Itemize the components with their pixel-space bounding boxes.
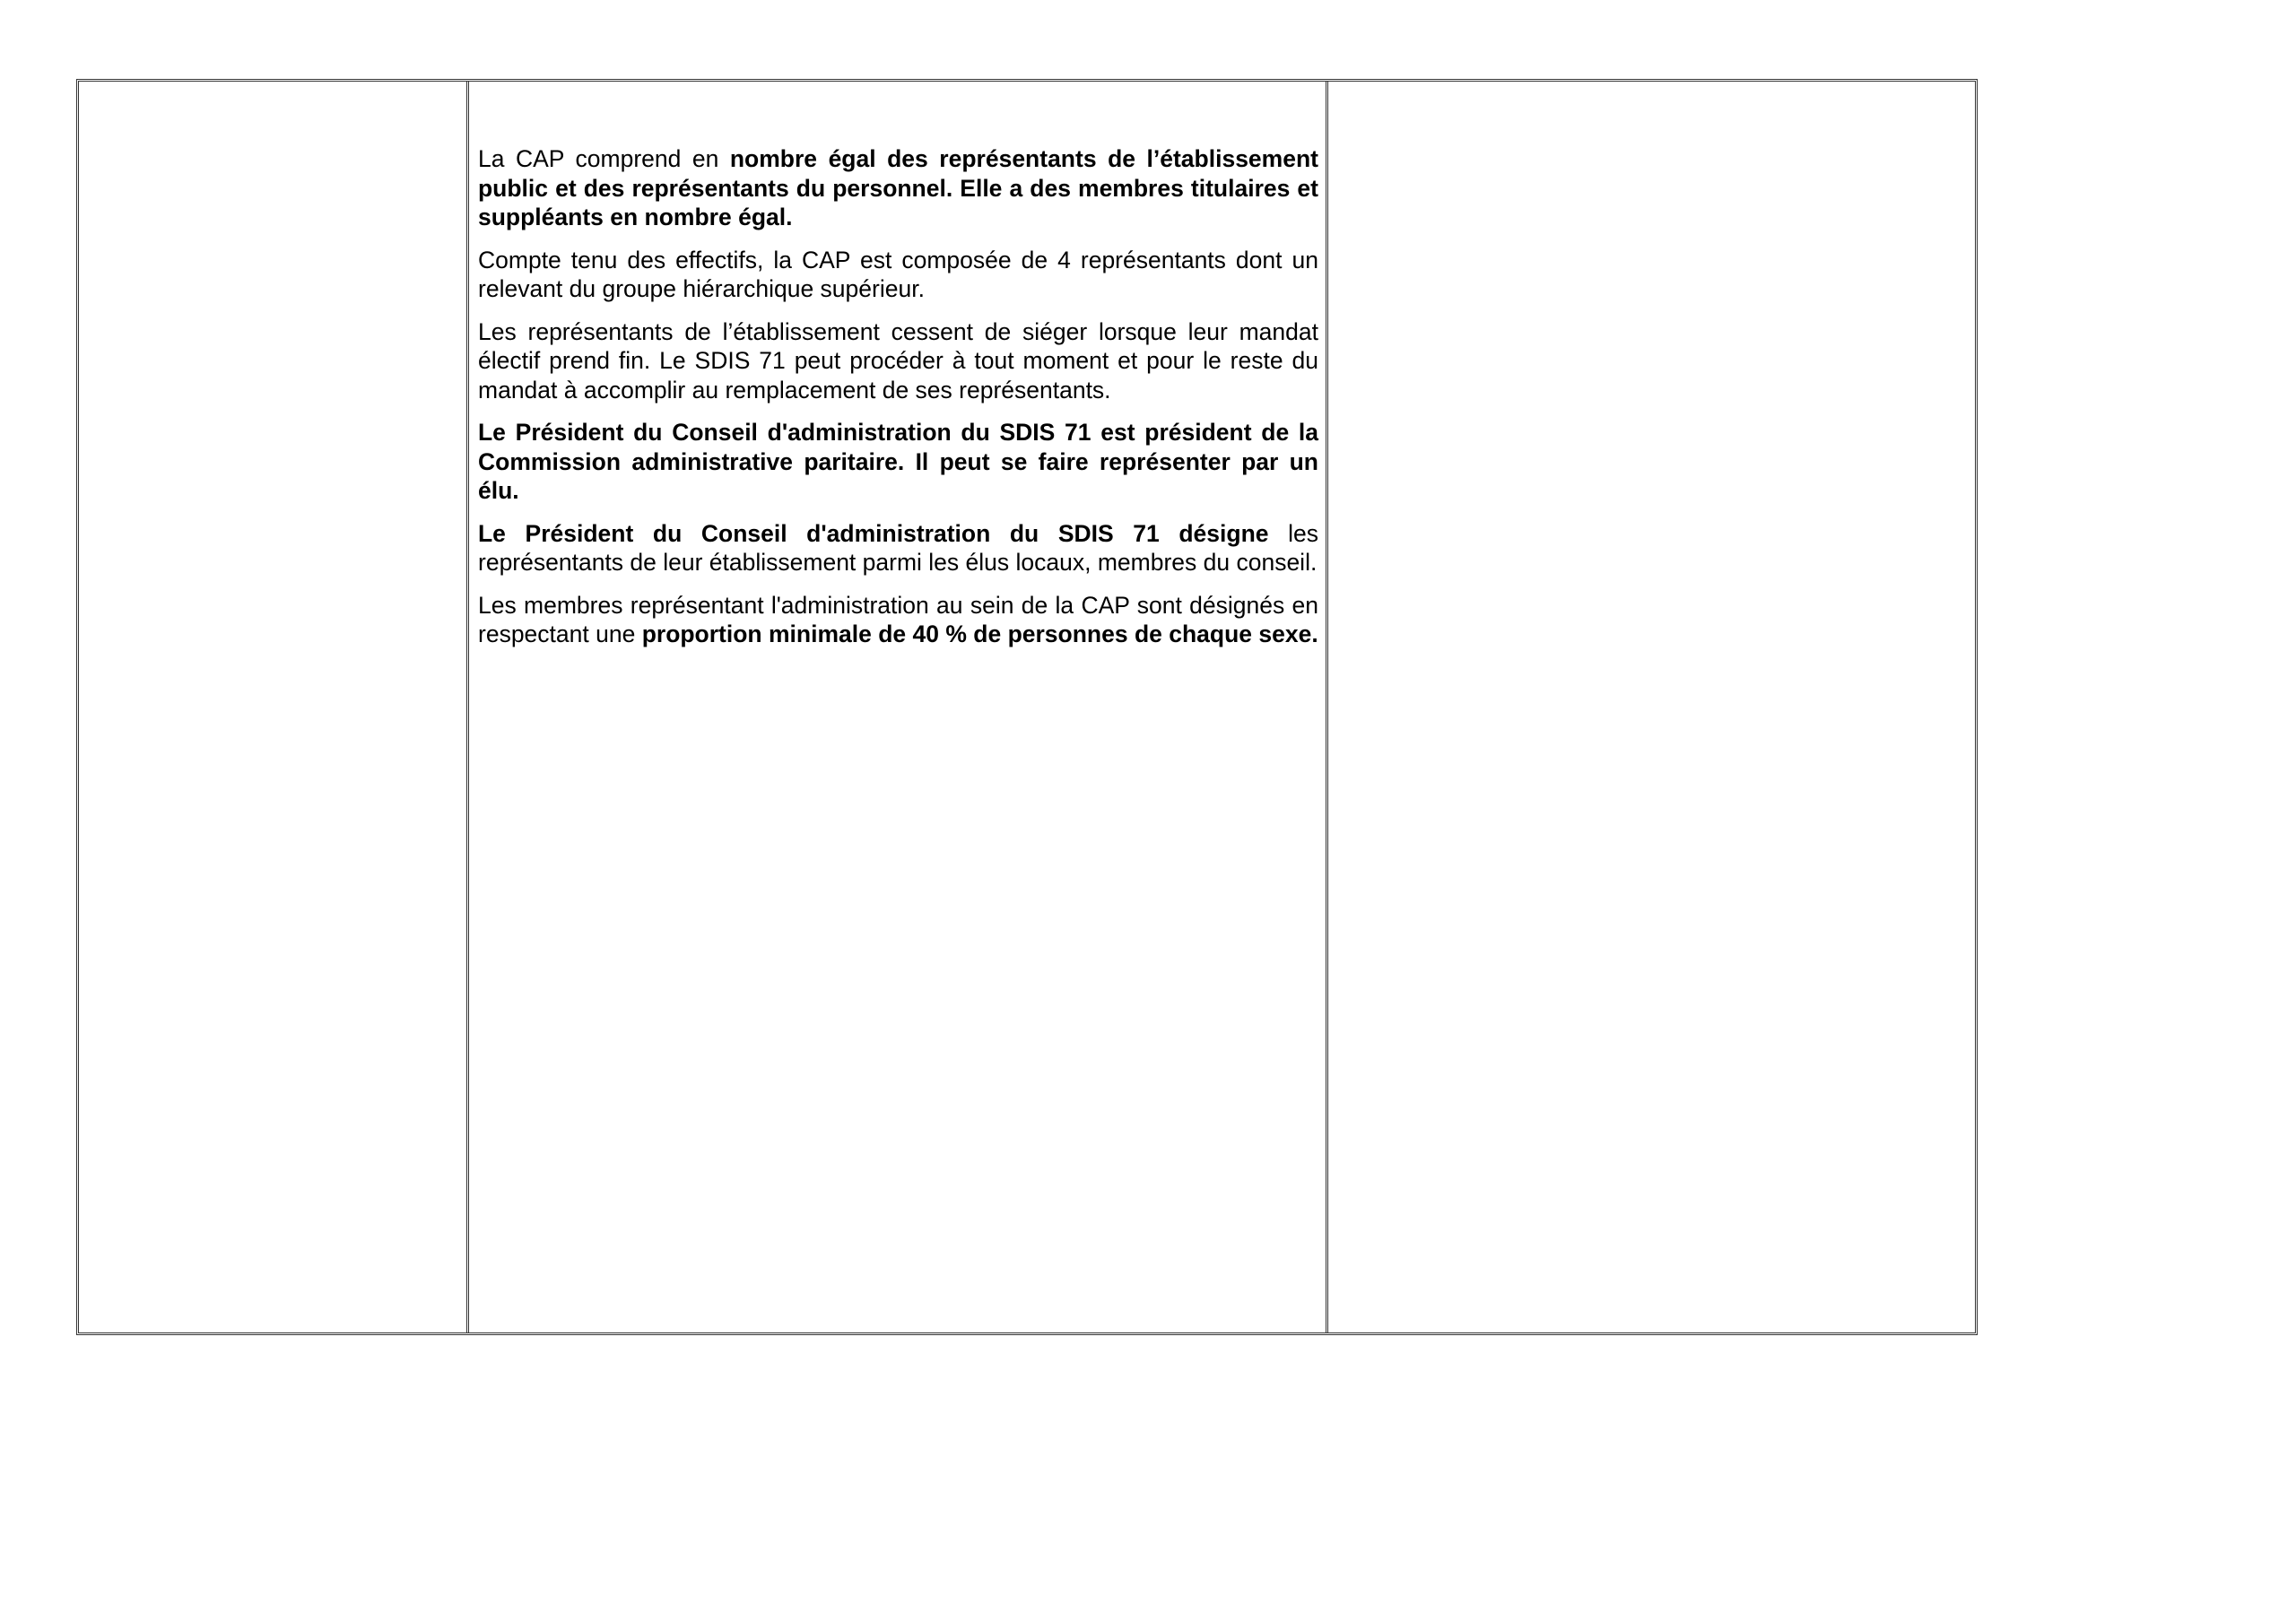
text-segment: La CAP comprend en [478,145,730,172]
text-segment: Les représentants de l’établissement cessent de siéger lorsque leur mandat électif prend fin. Le SDIS 71 peut procéder à tout moment et pour le reste du mandat à accomplir au remplacement de ses représentants. [478,317,1318,404]
text-segment-bold: proportion minimale de 40 % de personnes de chaque sexe. [641,621,1318,647]
table-column-middle [469,82,1328,1332]
table-column-right [1328,82,1975,1332]
paragraph-4 [478,418,1318,506]
text-segment: les représentants de leur établissement parmi les élus locaux, membres du conseil. [478,519,1318,576]
paragraph-6 [478,591,1318,649]
text-segment: Les membres représentant l'administration au sein de la CAP sont désignés en respectant une [478,591,1318,647]
paragraph-2 [478,246,1318,304]
paragraph-3 [478,317,1318,405]
text-segment-bold: nombre égal des représentants de l’établissement public et des représentants du personnel. Elle a des membres titulaires et suppléants en nombre égal. [478,145,1318,230]
text-segment: Compte tenu des effectifs, la CAP est composée de 4 représentants dont un relevant du groupe hiérarchique supérieur. [478,246,1318,302]
paragraph-5 [478,519,1318,577]
paragraph-1 [478,144,1318,232]
text-segment-bold: Le Président du Conseil d'administration du SDIS 71 est président de la Commission administrative paritaire. Il peut se faire représenter par un élu. [478,419,1318,504]
text-segment-bold: Le Président du Conseil d'administration du SDIS 71 désigne [478,519,1269,547]
document-table [76,79,1978,1335]
table-column-left [79,82,469,1332]
